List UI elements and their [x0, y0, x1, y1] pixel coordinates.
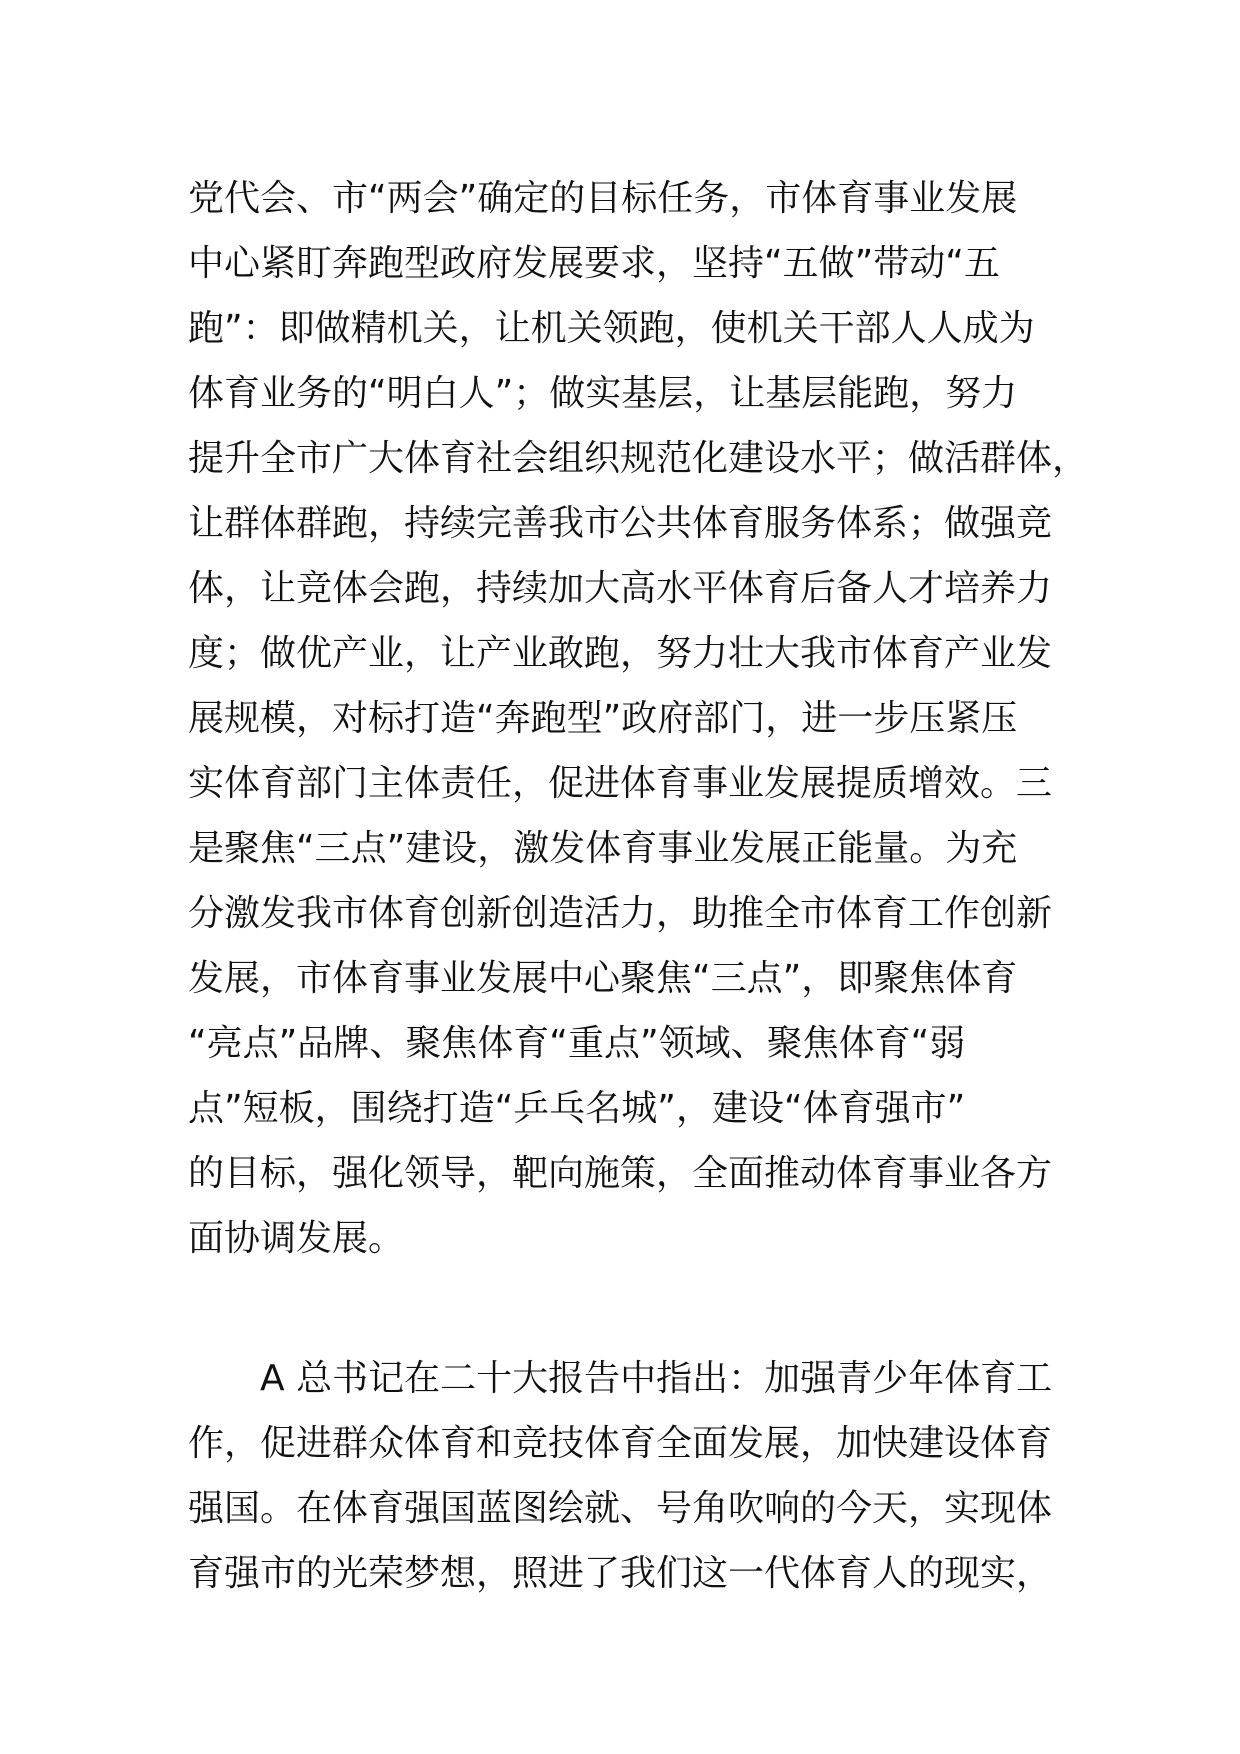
- paragraph-line: 面协调发展。: [188, 1218, 405, 1259]
- paragraph-line: “亮点”品牌、聚焦体育“重点”领域、聚焦体育“弱: [188, 1023, 966, 1064]
- paragraph-line: 体，让竞体会跑，持续加大高水平体育后备人才培养力: [188, 568, 1053, 609]
- paragraph-line: 提升全市广大体育社会组织规范化建设水平；做活群体，: [188, 438, 1089, 479]
- paragraph-line: 展规模，对标打造“奔跑型”政府部门，进一步压紧压: [188, 698, 1018, 739]
- paragraph-line: 中心紧盯奔跑型政府发展要求，坚持“五做”带动“五: [188, 243, 1000, 284]
- paragraph-line: A 总书记在二十大报告中指出：加强青少年体育工: [188, 1358, 1053, 1399]
- paragraph-line: 发展，市体育事业发展中心聚焦“三点”，即聚焦体育: [188, 958, 1018, 999]
- paragraph-line: 作，促进群众体育和竞技体育全面发展，加快建设体育: [188, 1423, 1053, 1464]
- paragraph-line: 度；做优产业，让产业敢跑，努力壮大我市体育产业发: [188, 633, 1053, 674]
- paragraph-line: 强国。在体育强国蓝图绘就、号角吹响的今天，实现体: [188, 1488, 1053, 1529]
- paragraph-line: 体育业务的“明白人”；做实基层，让基层能跑，努力: [188, 373, 1018, 414]
- paragraph-line: 是聚焦“三点”建设，激发体育事业发展正能量。为充: [188, 828, 1018, 869]
- paragraph-1: [188, 166, 1088, 1271]
- paragraph-line: 分激发我市体育创新创造活力，助推全市体育工作创新: [188, 893, 1053, 934]
- paragraph-2: [188, 1346, 1088, 1606]
- paragraph-line: 的目标，强化领导，靶向施策，全面推动体育事业各方: [188, 1153, 1053, 1194]
- paragraph-line: 让群体群跑，持续完善我市公共体育服务体系；做强竞: [188, 503, 1053, 544]
- paragraph-line: 跑”：即做精机关，让机关领跑，使机关干部人人成为: [188, 308, 1035, 349]
- paragraph-line: 点”短板，围绕打造“乒乓名城”，建设“体育强市”: [188, 1088, 966, 1129]
- paragraph-line: 育强市的光荣梦想，照进了我们这一代体育人的现实，: [188, 1553, 1053, 1594]
- paragraph-line: 实体育部门主体责任，促进体育事业发展提质增效。三: [188, 763, 1053, 804]
- paragraph-line: 党代会、市“两会”确定的目标任务，市体育事业发展: [188, 178, 1018, 219]
